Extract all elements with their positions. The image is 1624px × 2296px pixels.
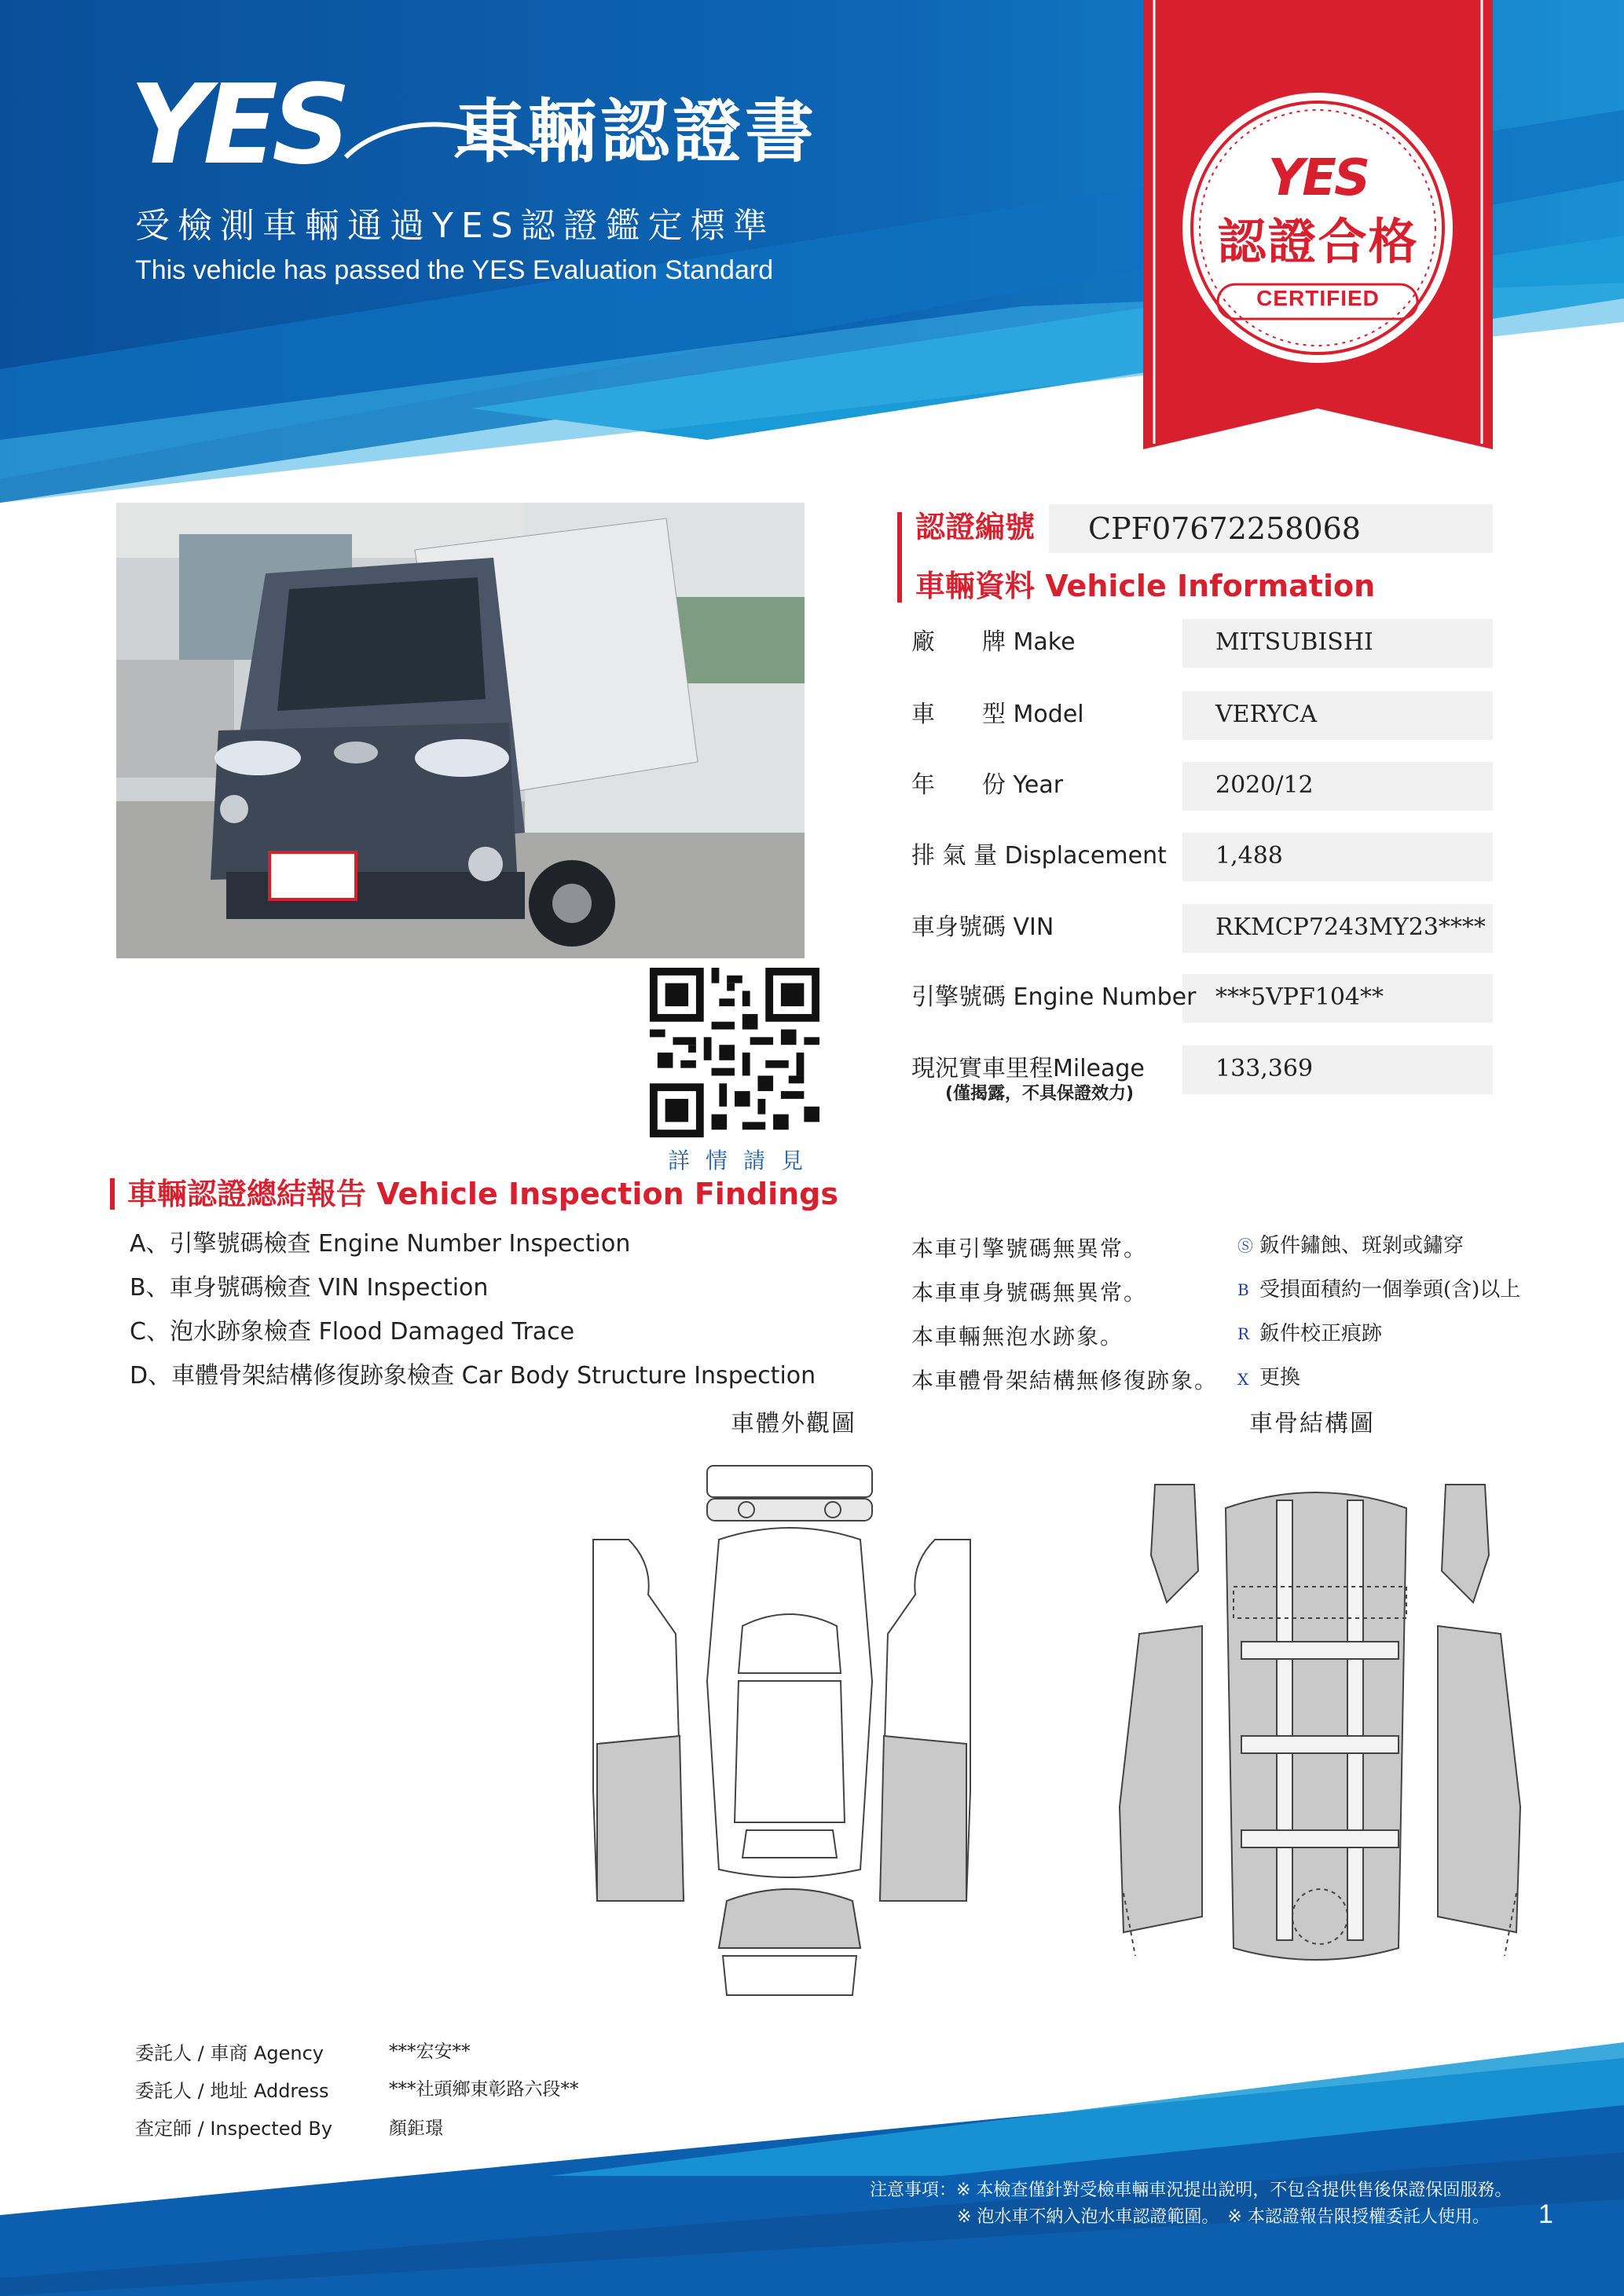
- finding-engine-result: 本車引擎號碼無異常。: [911, 1236, 1148, 1262]
- qr-caption: 詳情請見: [668, 1148, 819, 1174]
- finding-vin-result: 本車車身號碼無異常。: [911, 1280, 1148, 1305]
- legend-damage-text: 受損面積約一個拳頭(含)以上: [1259, 1278, 1521, 1302]
- legend-replace-text: 更換: [1259, 1366, 1301, 1390]
- frame-diagram: [1108, 1477, 1532, 1979]
- finding-engine-label: A、引擎號碼檢查 Engine Number Inspection: [130, 1230, 631, 1258]
- subtitle-chinese: 受檢測車輛通過YES認證鑑定標準: [135, 206, 775, 246]
- exterior-diagram: [581, 1461, 982, 2011]
- model-value: VERYCA: [1215, 701, 1318, 728]
- findings-title: 車輛認證總結報告 Vehicle Inspection Findings: [127, 1177, 838, 1211]
- mileage-label: 現況實車里程Mileage: [911, 1055, 1145, 1082]
- mileage-note: (僅揭露，不具保證效力): [945, 1084, 1135, 1104]
- finding-structure-result: 本車體骨架結構無修復跡象。: [911, 1368, 1219, 1393]
- exterior-diagram-caption: 車體外觀圖: [731, 1410, 856, 1437]
- displacement-value: 1,488: [1215, 842, 1283, 870]
- mileage-value: 133,369: [1215, 1055, 1314, 1082]
- legend-damage-symbol: B: [1237, 1280, 1249, 1299]
- footer-note-1: 注意事項：※ 本檢查僅針對受檢車輛車況提出說明，不包含提供售後保證保固服務。: [870, 2181, 1512, 2200]
- finding-flood-label: C、泡水跡象檢查 Flood Damaged Trace: [130, 1318, 575, 1346]
- agency-value: ***宏安**: [389, 2041, 471, 2062]
- legend-replace-symbol: X: [1237, 1370, 1249, 1389]
- vehicle-info-title: 車輛資料 Vehicle Information: [915, 569, 1376, 603]
- cert-number-value: CPF07672258068: [1088, 511, 1361, 546]
- inspector-label: 查定師 / Inspected By: [135, 2118, 333, 2140]
- inspector-value: 顏鉅璟: [389, 2118, 443, 2139]
- logo-text: YES: [130, 61, 345, 189]
- vin-label: 車身號碼 VIN: [911, 914, 1054, 941]
- footer-note-2: ※ 泡水車不納入泡水車認證範圍。 ※ 本認證報告限授權委託人使用。: [957, 2207, 1490, 2227]
- cert-section-marker: [897, 512, 902, 602]
- seal-logo: YES: [1267, 149, 1369, 207]
- findings-section-marker: [110, 1178, 115, 1210]
- year-value: 2020/12: [1215, 771, 1314, 799]
- make-label: 廠 牌 Make: [911, 628, 1076, 656]
- legend-rust-symbol: Ⓢ: [1237, 1236, 1253, 1255]
- year-label: 年 份 Year: [911, 771, 1064, 799]
- engine-number-label: 引擎號碼 Engine Number: [911, 983, 1197, 1011]
- seal-certified-zh: 認證合格: [1217, 213, 1419, 270]
- finding-vin-label: B、車身號碼檢查 VIN Inspection: [130, 1274, 489, 1302]
- make-value: MITSUBISHI: [1215, 628, 1373, 656]
- certified-ribbon: [1143, 0, 1493, 449]
- model-label: 車 型 Model: [911, 701, 1084, 728]
- qr-code[interactable]: [648, 968, 821, 1137]
- vin-value: RKMCP7243MY23****: [1215, 914, 1486, 941]
- address-value: ***社頭鄉東彰路六段**: [389, 2079, 579, 2100]
- legend-repair-text: 鈑件校正痕跡: [1259, 1322, 1383, 1346]
- frame-diagram-caption: 車骨結構圖: [1249, 1410, 1375, 1437]
- finding-structure-label: D、車體骨架結構修復跡象檢查 Car Body Structure Inspection: [130, 1362, 816, 1390]
- engine-number-value: ***5VPF104**: [1215, 983, 1384, 1011]
- address-label: 委託人 / 地址 Address: [135, 2080, 329, 2102]
- legend-rust-text: 鈑件鏽蝕、斑剝或鏽穿: [1259, 1234, 1465, 1258]
- cert-number-label: 認證編號: [915, 510, 1036, 544]
- agency-label: 委託人 / 車商 Agency: [135, 2042, 324, 2064]
- legend-repair-symbol: R: [1237, 1324, 1250, 1343]
- seal-certified-en: CERTIFIED: [1256, 286, 1380, 310]
- subtitle-english: This vehicle has passed the YES Evaluation Standard: [135, 255, 774, 285]
- displacement-label: 排 氣 量 Displacement: [911, 842, 1167, 870]
- finding-flood-result: 本車輛無泡水跡象。: [911, 1324, 1124, 1349]
- page-number: 1: [1538, 2199, 1553, 2229]
- vehicle-photo: [116, 503, 805, 958]
- page-title: 車輛認證書: [456, 91, 818, 172]
